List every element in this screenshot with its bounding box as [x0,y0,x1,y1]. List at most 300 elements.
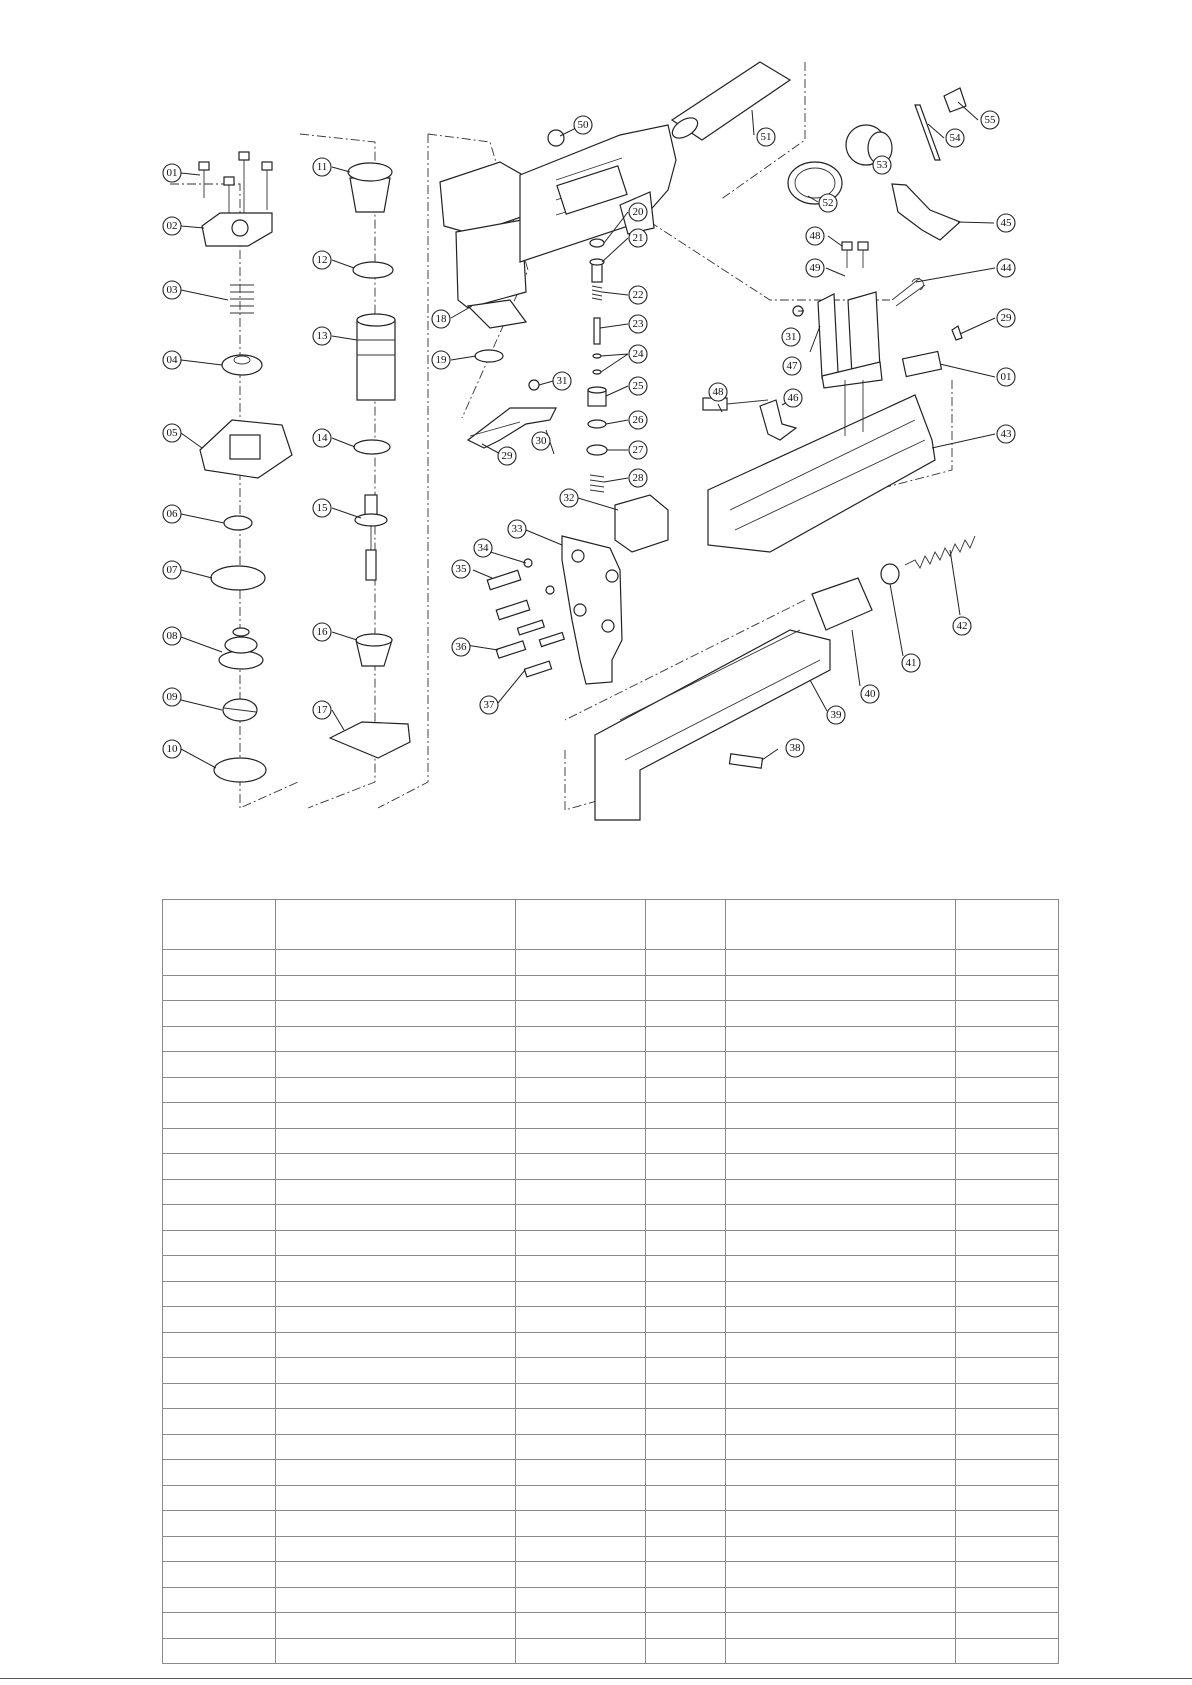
callout-47 [783,357,801,375]
svg-text:25: 25 [632,380,644,392]
table-cell [276,975,516,1001]
callout-51 [757,128,775,146]
table-cell [726,1052,956,1078]
svg-text:53: 53 [876,159,888,171]
table-cell [516,1154,646,1180]
table-cell [516,1307,646,1333]
table-cell [516,1536,646,1562]
table-cell [646,1026,726,1052]
table-cell [726,1409,956,1435]
svg-text:45: 45 [1000,217,1012,229]
table-cell [516,975,646,1001]
magazine-parts [487,395,975,820]
table-cell [276,1434,516,1460]
table-cell [726,1281,956,1307]
table-cell [646,1485,726,1511]
svg-text:18: 18 [435,313,447,325]
table-row [163,1332,1059,1358]
svg-text:07: 07 [166,564,178,576]
table-cell [956,1562,1059,1588]
table-cell [276,1001,516,1027]
table-cell [726,1154,956,1180]
svg-text:50: 50 [577,119,589,131]
table-cell [163,1128,276,1154]
table-cell [276,1613,516,1639]
table-cell [516,1077,646,1103]
callout-15 [313,499,331,517]
svg-text:10: 10 [166,743,178,755]
table-cell [516,1001,646,1027]
svg-text:05: 05 [166,427,178,439]
table-cell [646,1052,726,1078]
table-cell [646,1281,726,1307]
table-header-row [163,900,1059,950]
svg-text:27: 27 [632,444,644,456]
table-cell [163,1281,276,1307]
callout-45 [997,214,1015,232]
table-cell [726,1230,956,1256]
table-row [163,1485,1059,1511]
table-cell [516,1230,646,1256]
svg-text:44: 44 [1000,262,1012,274]
table-row [163,1511,1059,1537]
table-cell [516,1358,646,1384]
parts-list-table [162,899,1059,1664]
table-cell [956,1485,1059,1511]
callout-30 [532,432,550,450]
table-cell [163,1205,276,1231]
callout-31-b [782,328,800,346]
callout-50 [574,116,592,134]
table-cell [163,1460,276,1486]
table-row [163,1358,1059,1384]
table-cell [956,1587,1059,1613]
table-cell [956,1460,1059,1486]
svg-text:33: 33 [511,523,523,535]
table-header-cell [516,900,646,950]
table-cell [516,1332,646,1358]
table-cell [646,1077,726,1103]
table-cell [276,1256,516,1282]
callout-23 [629,315,647,333]
svg-text:39: 39 [830,709,842,721]
callout-29 [498,447,516,465]
table-cell [516,1460,646,1486]
svg-text:49: 49 [809,262,821,274]
callout-37 [480,696,498,714]
table-cell [276,1638,516,1664]
callout-08 [163,627,181,645]
table-cell [646,1001,726,1027]
svg-text:54: 54 [949,132,961,144]
table-row [163,1154,1059,1180]
svg-text:11: 11 [316,161,328,173]
callout-13 [313,327,331,345]
table-cell [163,1154,276,1180]
table-row [163,1562,1059,1588]
table-cell [646,1128,726,1154]
table-cell [726,1307,956,1333]
table-cell [163,1026,276,1052]
table-row [163,1281,1059,1307]
table-cell [276,1026,516,1052]
table-cell [726,1536,956,1562]
table-cell [726,1205,956,1231]
table-cell [646,1638,726,1664]
svg-text:55: 55 [984,114,996,126]
table-cell [956,1613,1059,1639]
table-cell [276,1052,516,1078]
callout-04 [163,351,181,369]
table-cell [956,1409,1059,1435]
table-header-cell [163,900,276,950]
table-cell [276,1281,516,1307]
table-cell [726,1358,956,1384]
table-cell [646,1103,726,1129]
table-cell [646,1460,726,1486]
table-cell [163,1332,276,1358]
table-cell [276,1154,516,1180]
callout-28 [629,469,647,487]
table-cell [516,1562,646,1588]
table-cell [646,1562,726,1588]
table-row [163,975,1059,1001]
table-cell [163,1383,276,1409]
table-cell [163,1613,276,1639]
callout-19 [432,351,450,369]
callout-42 [953,617,971,635]
svg-text:48: 48 [712,386,724,398]
table-header-cell [956,900,1059,950]
table-cell [516,1409,646,1435]
table-cell [956,975,1059,1001]
svg-text:06: 06 [166,508,178,520]
callout-11 [313,158,331,176]
svg-text:20: 20 [632,206,644,218]
table-cell [726,1103,956,1129]
table-row [163,1026,1059,1052]
table-cell [956,1256,1059,1282]
table-cell [646,1205,726,1231]
callout-31 [553,372,571,390]
table-cell [726,1511,956,1537]
svg-text:30: 30 [535,435,547,447]
svg-text:41: 41 [905,657,917,669]
table-cell [516,1256,646,1282]
page-bottom-rule [0,1678,1192,1679]
svg-text:23: 23 [632,318,644,330]
table-row [163,1587,1059,1613]
callout-27 [629,441,647,459]
callout-14 [313,429,331,447]
table-row [163,1230,1059,1256]
table-row [163,1128,1059,1154]
table-cell [726,1562,956,1588]
table-row [163,1077,1059,1103]
svg-text:37: 37 [483,699,495,711]
table-cell [163,1409,276,1435]
svg-text:17: 17 [316,704,328,716]
svg-text:46: 46 [787,392,799,404]
callout-33 [508,520,526,538]
table-cell [276,1485,516,1511]
table-row [163,1409,1059,1435]
table-cell [726,1077,956,1103]
table-cell [516,1026,646,1052]
callout-49 [806,259,824,277]
table-cell [516,1511,646,1537]
callout-34 [474,539,492,557]
table-cell [956,1154,1059,1180]
table-cell [956,1230,1059,1256]
table-cell [726,1128,956,1154]
table-cell [646,950,726,976]
table-cell [163,1511,276,1537]
callout-43 [997,425,1015,443]
callout-53 [873,156,891,174]
table-row [163,1307,1059,1333]
svg-text:28: 28 [632,472,644,484]
table-row [163,1052,1059,1078]
table-cell [646,1511,726,1537]
table-cell [276,1383,516,1409]
table-cell [276,1128,516,1154]
callout-05 [163,424,181,442]
table-row [163,1179,1059,1205]
table-cell [726,1587,956,1613]
table-cell [646,1383,726,1409]
table-cell [646,1587,726,1613]
table-cell [276,1307,516,1333]
table-cell [956,1434,1059,1460]
table-cell [276,1409,516,1435]
table-row [163,1103,1059,1129]
table-cell [956,950,1059,976]
table-cell [726,1179,956,1205]
svg-text:03: 03 [166,284,178,296]
table-cell [163,1587,276,1613]
svg-text:14: 14 [316,432,328,444]
table-cell [956,1026,1059,1052]
table-cell [516,1434,646,1460]
svg-text:43: 43 [1000,428,1012,440]
table-cell [516,1281,646,1307]
svg-text:26: 26 [632,414,644,426]
table-cell [276,1536,516,1562]
parts-list-body [163,900,1059,1664]
svg-text:01: 01 [166,167,178,179]
table-cell [956,1307,1059,1333]
svg-text:36: 36 [455,641,467,653]
svg-text:02: 02 [166,220,178,232]
table-cell [516,1205,646,1231]
table-cell [726,1460,956,1486]
svg-text:15: 15 [316,502,328,514]
table-cell [726,1613,956,1639]
callout-24 [629,345,647,363]
svg-text:08: 08 [166,630,178,642]
table-cell [276,1460,516,1486]
callout-02 [163,217,181,235]
table-cell [956,1052,1059,1078]
table-cell [163,950,276,976]
svg-text:22: 22 [632,289,644,301]
table-header-cell [646,900,726,950]
callout-06 [163,505,181,523]
svg-text:48: 48 [809,230,821,242]
callout-38 [786,739,804,757]
table-cell [516,1485,646,1511]
table-row [163,950,1059,976]
table-cell [646,1154,726,1180]
svg-text:51: 51 [760,131,772,143]
svg-text:09: 09 [166,691,178,703]
table-cell [726,950,956,976]
svg-text:21: 21 [632,232,644,244]
table-cell [956,1077,1059,1103]
callout-52 [819,194,837,212]
table-cell [646,1434,726,1460]
middle-column-parts [330,163,410,758]
table-cell [726,1638,956,1664]
table-cell [163,1434,276,1460]
table-cell [646,1358,726,1384]
callout-01 [163,164,181,182]
svg-text:04: 04 [166,354,178,366]
callout-48 [806,227,824,245]
svg-text:32: 32 [563,492,575,504]
callout-10 [163,740,181,758]
svg-text:29: 29 [1000,312,1012,324]
callout-41 [902,654,920,672]
table-cell [276,1562,516,1588]
table-cell [956,1332,1059,1358]
callout-35 [452,560,470,578]
callout-48-b [709,383,727,401]
table-cell [956,1511,1059,1537]
table-cell [726,1026,956,1052]
callout-16 [313,623,331,641]
callout-01-b [997,368,1015,386]
table-cell [956,1536,1059,1562]
table-cell [163,975,276,1001]
table-cell [516,1128,646,1154]
callout-22 [629,286,647,304]
exploded-parts-diagram [0,0,1192,840]
table-cell [163,1256,276,1282]
table-cell [163,1536,276,1562]
callout-32 [560,489,578,507]
table-cell [516,1052,646,1078]
svg-text:52: 52 [822,197,834,209]
svg-text:38: 38 [789,742,801,754]
callout-09 [163,688,181,706]
callout-29-b [997,309,1015,327]
callout-46 [784,389,802,407]
table-cell [276,1511,516,1537]
table-cell [726,1383,956,1409]
svg-text:29: 29 [501,450,513,462]
table-row [163,1383,1059,1409]
table-cell [646,1409,726,1435]
svg-text:01: 01 [1000,371,1012,383]
table-header-cell [276,900,516,950]
table-row [163,1434,1059,1460]
table-cell [956,1638,1059,1664]
table-cell [516,1638,646,1664]
table-cell [516,1103,646,1129]
table-cell [956,1103,1059,1129]
table-cell [516,950,646,976]
callout-40 [861,685,879,703]
table-row [163,1205,1059,1231]
callout-17 [313,701,331,719]
table-row [163,1460,1059,1486]
table-cell [276,1230,516,1256]
table-row [163,1001,1059,1027]
svg-text:24: 24 [632,348,644,360]
svg-text:13: 13 [316,330,328,342]
svg-text:40: 40 [864,688,876,700]
svg-text:42: 42 [956,620,968,632]
table-cell [163,1077,276,1103]
svg-text:19: 19 [435,354,447,366]
table-cell [516,1613,646,1639]
table-cell [646,1307,726,1333]
callout-55 [981,111,999,129]
table-cell [276,1358,516,1384]
table-cell [276,1179,516,1205]
table-cell [163,1562,276,1588]
table-cell [956,1001,1059,1027]
table-header-cell [726,900,956,950]
table-cell [276,1332,516,1358]
table-cell [646,975,726,1001]
table-cell [726,1001,956,1027]
table-cell [646,1179,726,1205]
callout-44 [997,259,1015,277]
table-cell [163,1052,276,1078]
callout-20 [629,203,647,221]
table-cell [646,1332,726,1358]
svg-text:34: 34 [477,542,489,554]
right-side-parts [703,184,962,440]
table-cell [726,1256,956,1282]
table-cell [956,1128,1059,1154]
callout-12 [313,251,331,269]
table-cell [956,1383,1059,1409]
table-row [163,1638,1059,1664]
svg-text:31: 31 [556,375,568,387]
table-cell [726,975,956,1001]
table-cell [163,1179,276,1205]
callout-39 [827,706,845,724]
callout-18 [432,310,450,328]
callout-54 [946,129,964,147]
table-cell [956,1281,1059,1307]
callout-03 [163,281,181,299]
callout-36 [452,638,470,656]
callout-26 [629,411,647,429]
callout-21 [629,229,647,247]
svg-text:31: 31 [785,331,797,343]
table-cell [646,1613,726,1639]
table-row [163,1256,1059,1282]
main-body-parts [440,62,966,448]
table-cell [163,1230,276,1256]
table-row [163,1613,1059,1639]
table-cell [163,1485,276,1511]
